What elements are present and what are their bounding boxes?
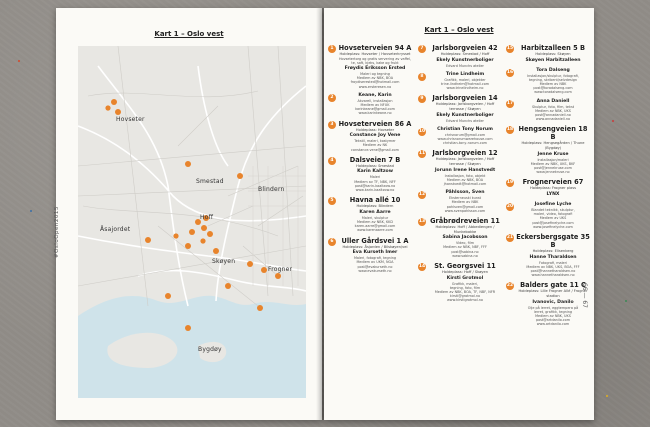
artist-detail: www.trinelindheim.no [446,86,484,91]
entry-number-badge: 21 [506,235,514,241]
entry-note: Hovsetertorg og gratis servering av vaffel, te, saft, kjeks, kake og frukt [338,56,412,65]
entry-stop: Holdeplass: Skøyen [535,52,571,56]
artist-detail: trine.lindheim@hotmail.com [440,82,490,86]
artist-detail: Edvard Munchs atelier [446,63,484,68]
entry-address: Gråbrødreveien 11 [430,217,500,226]
artist-detail: www.ersteresen.no [358,84,392,89]
entry-stop: Holdeplass: Hoff / Abbediengen / Munkebakke [435,225,495,234]
artist-name: Trine Lindheim [445,71,485,77]
entry-stop: Holdeplass: Jarlsborgveien / Hoff terrasse / Skøyen [435,157,495,166]
entry-stop: Holdeplass: Hovseter / Hovseterkrysset [339,52,411,56]
artist-detail: www.sabina.no [452,253,478,258]
entry-number-badge: 17 [506,100,514,106]
artist-detail: Medlem av NBK, UKS, BKF [530,161,576,166]
artist-name: Påhlsson, Sven [445,190,485,196]
artist-name: Josefine Lyche [534,202,572,208]
artist-name: Jorunn Irene Hanstvedt [434,167,496,173]
entry-stop: Holdeplass: Smestad [356,163,394,168]
artist-name: Frøydis Eriksson Ersted [344,66,406,71]
entry-number-badge: 6 [328,238,336,246]
entry-address: Hovseterveien 86 A [338,119,412,128]
artist-detail: Medlem av NBK, UKS [535,314,571,319]
listing-entry [418,127,502,146]
entry-address: Eckersbergsgate 35 B [516,233,590,250]
entry-number-badge: 19 [506,180,514,186]
artist-detail: Medlem av NBK [451,200,479,205]
artist-name: Ivanovic, Danilo [532,299,574,305]
entry-number-badge: 4 [328,157,336,165]
artist-detail: Edvard Munchs atelier [446,118,484,123]
artist-detail: constance.vene@gmail.com [351,147,399,152]
listing-entry [506,125,590,174]
entry-number-badge: 9 [418,95,426,103]
artist-name: Keane, Karin [358,92,392,98]
artist-detail: kirsti@grotmol.no [449,294,481,299]
artist-detail: Maleri, skulptur [361,215,389,220]
entry-address: Jarlsborgveien 14 [432,94,498,103]
artist-detail: Medlem av NBK, BOA [446,177,484,182]
artist-detail: post@artdanilo.com [535,318,571,323]
artist-name: Karen Aarre [359,209,391,215]
entry-number-badge: 12 [418,192,426,198]
left-page [56,8,322,420]
artist-detail: www.jennekruse.no [536,170,570,175]
entry-stop: Holdeplass: Frogner plass [530,186,576,191]
artist-detail: www.chrisnorumwarehouse.com [437,137,493,141]
artist-detail: chrisnorum@gmail.com [444,132,486,137]
entry-address: Harbitzalleen 5 B [520,44,585,52]
entry-number-badge: 10 [418,128,426,134]
city-map [78,46,306,398]
listing-entry [328,44,412,89]
artist-detail: Medlem av NK [362,143,388,148]
artist-detail: Medlem av NFUK [360,103,390,108]
entry-number-badge: 18 [506,127,514,133]
entry-address: Hovseterveien 94 A [338,44,412,52]
artist-name: Skøyen Harbitzalleen [525,57,581,63]
entry-stop: Holdeplass: Hoff / Skøyen [441,270,489,275]
listing-entry [328,196,412,232]
artist-detail: Fotografi, maleri [539,260,567,265]
listing-entry [418,44,502,68]
listing-entry [506,178,590,198]
entry-number-badge: 20 [506,204,514,210]
page-numbers: 66 — 67 [581,282,588,308]
listing-entry [506,233,590,277]
artist-name: Sabina Jacobsson [442,235,488,241]
artist-name: Constance Joy Vene [349,133,401,139]
entry-number-badge: 8 [418,73,426,81]
listing-entry [506,202,590,229]
artist-detail: Medlem av NBK, BOA [356,76,394,81]
artist-name: Ekely Kunstnerboliger [436,57,494,63]
artist-detail: Medlem av NBK, NBF, FFF [443,245,487,250]
artist-name: LYNX [546,192,560,198]
listing-entry [418,72,502,91]
entry-number-badge: 11 [418,151,426,157]
artist-detail: post@karin-kaaltzow.no [354,183,396,188]
artist-detail: Medlem av UKS [539,216,567,221]
artist-detail: post@josefinelyche.com [532,220,574,225]
artist-detail: Blandet teknikk, skulptur, [531,208,575,213]
entry-stop: Holdeplass: Hengsegården / Thune (Bygdøy) [521,141,585,151]
entry-address: Havna allé 10 [349,196,401,205]
entry-address: Frognerveien 67 [522,178,584,187]
listing-entry [506,68,590,95]
listing-entry [506,44,590,64]
artist-detail: Maleri og tegning [360,72,390,76]
artist-detail: www.kirstigrotmol.no [447,298,483,303]
artist-detail: karen.aarre@gmail.com [354,224,396,229]
entry-stop: Holdeplass: Hovseter [355,127,395,132]
map-label-frogner: Frogner [268,266,293,273]
artist-detail: www.hannetharaldsen.no [531,273,575,278]
listing-entry [418,149,502,186]
paint-speck [612,120,614,122]
artist-detail: Medlem av NBK, UKS, BOA, FFF [526,264,580,269]
artist-detail: tegning, foto, film [449,285,481,290]
right-page [324,8,594,420]
artist-detail: christian-tony-norum.com [443,141,487,146]
artist-detail: Medlem av NBK [539,82,567,86]
artist-detail: Medlem av UKM, NGA [356,260,394,265]
entry-stop: Holdeplass: Åsjorden / Bilskøyen/vei [342,244,408,249]
entry-number-badge: 14 [418,264,426,270]
artist-detail: Medlem av NBK, UKS [535,108,571,113]
hashtag-label: #OsloOpen2015 [54,206,60,258]
artist-detail: www.karinkeane.no [358,111,392,116]
listing-column-3 [506,44,590,331]
artist-detail: jhanstvedt@hotmail.com [443,182,487,186]
artist-detail: Grafikk, maleri, objekter [444,77,486,82]
listing-column-1 [328,44,412,277]
listing-entry [328,93,412,116]
entry-number-badge: 13 [418,219,426,225]
entry-stop: Holdeplass: Lille Frogner Allé / Frogner stadion [518,289,588,299]
listing-entry [418,94,502,122]
listing-entry [328,237,412,273]
artist-name: Eva Kurseth Imer [352,250,398,256]
map-label-smestad: Smestad [196,178,224,185]
artist-name: Kirsti Grotmol [446,275,484,281]
listing-column-2 [418,44,502,307]
artist-name: Tora Dalseng [536,67,570,73]
artist-detail: Installasjon, foto, objekt [444,173,486,178]
listing-title: Kart 1 – Oslo vest [424,26,494,34]
listing-entry [418,190,502,213]
artist-detail: froydiserested@hotmail.com [350,80,400,85]
entry-stop: Holdeplass: Blindern [356,204,394,209]
artist-detail: www.svenpahlsson.com [444,208,486,213]
artist-detail: Medlem av NBK, KKD [356,220,394,225]
entry-address: Uller Gårdsvei 1 A [341,236,409,245]
artist-detail: www.josefinelyche.com [533,224,573,229]
artist-detail: Maleri, fotografi, tegning [353,256,397,261]
artist-name: Christian Tony Norum [437,126,493,132]
entry-address: Balders gate 11 C [520,281,586,290]
artist-name: Anna Daniell [536,98,570,104]
artist-detail: Video, film [455,241,475,246]
map-label-skoyen: Skøyen [212,258,236,265]
artist-detail: Skulptur, foto, film, tekst [531,104,575,109]
artist-detail: www.annadaniell.no [535,117,571,122]
entry-stop: Holdeplass: Elisenberg [532,249,574,254]
artist-detail: Grafikk, maleri, [451,281,479,286]
entry-address: St. Georgsvei 11 [434,262,496,271]
artist-detail: www.evakurseth.no [358,268,392,273]
artist-detail: maleri, video, fotografi [533,212,573,217]
entry-number-badge: 3 [328,121,336,129]
entry-stop: Holdeplass: Smestad / Hoff [440,52,490,56]
entry-address: Hengsengveien 18 B [518,125,588,142]
artist-name: Jenne Kruse [537,151,569,157]
artist-detail: post@annadaniell.no [535,113,571,118]
paint-speck [30,210,32,212]
map-label-hovseter: Hovseter [116,116,145,123]
paint-speck [18,60,20,62]
listing-entry [418,217,502,258]
artist-detail: post@hannetharaldsen.no [530,269,576,274]
entry-number-badge: 1 [328,45,336,53]
entry-number-badge: 15 [506,46,514,51]
artist-detail: Maleri [369,175,381,180]
entry-number-badge: 7 [418,45,426,53]
map-title: Kart 1 – Oslo vest [154,30,224,38]
listing-entry [328,120,412,152]
artist-detail: Akvarell, installasjon [357,98,393,103]
entry-address: Dalsveien 7 B [349,155,401,164]
artist-detail: Medlem av NBK, BOA, TF, NBF, NFR [434,290,496,295]
artist-detail: post@toradalseng.com [533,86,573,91]
map-label-hoff: Hoff [200,214,214,221]
artist-detail: www.toradalseng.com [534,90,572,95]
entry-stop: Holdeplass: Jarlsborgveien / Hoff terrasse / Skøyen [435,102,495,111]
listing-entry [328,156,412,192]
listing-entry [506,281,590,326]
map-label-asajordet: Åsajordet [100,226,131,233]
artist-detail: Olje på lerret, eggtempera på [527,305,579,310]
artist-detail: karinkeane@gmail.com [355,107,395,112]
entry-address: Jarlsborgveien 42 [432,44,498,52]
entry-number-badge: 22 [506,283,514,289]
artist-detail: Eksterneuski kunst [448,196,481,201]
entry-number-badge: 5 [328,197,336,205]
artist-detail: post@jennekruse.com [534,166,572,171]
map-label-blindern: Blindern [258,186,285,193]
paint-speck [625,300,627,302]
artist-detail: www.artdanilo.com [536,322,570,327]
listing-entry [418,262,502,303]
paint-speck [606,395,608,397]
artist-detail: lerret, grafikk, tegning [533,309,573,314]
map-graphic [78,46,306,398]
listing-entry [506,99,590,122]
map-label-bygdoy: Bygdøy [198,346,222,353]
artist-detail: post@evakurseth.no [357,264,393,269]
artist-detail: pahlsven@gmail.com [446,204,484,209]
artist-detail: Installasjon/maleri [537,157,569,162]
artist-name: Karin Kaltzow [357,169,393,175]
artist-detail: tegning, skribent/selvdesign [528,77,578,82]
entry-number-badge: 2 [328,94,336,102]
artist-detail: Medlem av TF, NBK, NFF [354,179,396,184]
entry-number-badge: 16 [506,69,514,75]
artist-detail: www.karin-kaaltzow.no [355,188,395,193]
artist-detail: Tekstil, maleri, kostymer [354,139,396,144]
artist-name: Ekely Kunstnerboliger [436,112,494,118]
artist-detail: post@sabina.no [451,249,479,254]
entry-address: Jarlsborgveien 12 [432,149,498,158]
artist-name: Hanne Tharaldsen [529,254,577,260]
artist-detail: www.karenaarre.com [357,228,393,233]
artist-detail: Installasjon/skulptur, fotografi, [527,73,579,78]
